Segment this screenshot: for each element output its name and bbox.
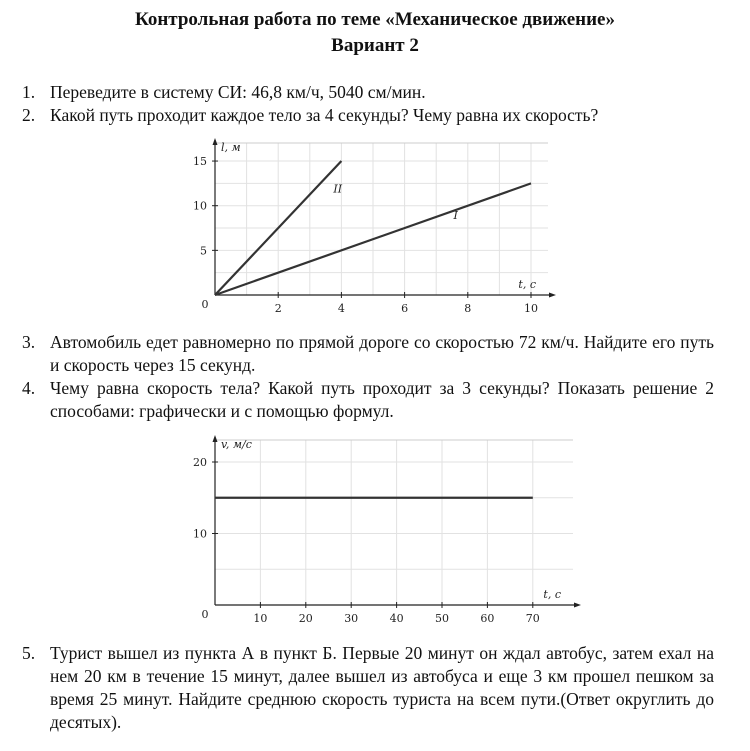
x-tick-label: 60 (480, 612, 495, 625)
x-tick-label: 6 (401, 302, 409, 315)
task-5 (22, 642, 714, 734)
x-axis-arrow-icon (574, 603, 581, 608)
series-label-II: II (333, 182, 343, 196)
y-tick-label: 15 (193, 155, 207, 169)
task-number: 1. (22, 82, 36, 102)
document-title: Контрольная работа по теме «Механическое движение» (135, 9, 615, 30)
y-axis-label: v, м/с (221, 438, 252, 451)
task-number: 2. (22, 105, 36, 125)
series-label-I: I (453, 209, 458, 223)
x-tick-label: 8 (464, 302, 472, 315)
task-text: Турист вышел из пункта А в пункт Б. Первые 20 минут он ждал автобус, затем ехал на нем 20 км в течение 15 минут, далее вышел из автобуса и еще 3 км прошел пешком за время 25 минут. Найдите среднюю скорость туриста на всем пути.(Ответ округлить до десятых). (50, 643, 714, 732)
y-axis-label: l, м (221, 141, 241, 154)
task-number: 3. (22, 332, 36, 352)
task-number: 4. (22, 378, 36, 398)
y-axis-arrow-icon (213, 435, 218, 442)
x-tick-label: 2 (274, 302, 282, 315)
y-tick-label: 5 (200, 244, 207, 258)
task-text: Чему равна скорость тела? Какой путь проходит за 3 секунды? Показать решение 2 способами: графически и с помощью формул. (50, 378, 714, 421)
x-tick-label: 50 (435, 612, 449, 625)
x-tick-label: 70 (525, 612, 540, 625)
x-axis-label: t, с (518, 278, 536, 291)
y-tick-label: 20 (193, 456, 207, 469)
task-number: 5. (22, 643, 36, 663)
x-tick-label: 4 (337, 302, 345, 315)
x-tick-label: 20 (298, 612, 313, 625)
x-axis-label: t, с (543, 588, 561, 601)
task-text: Автомобиль едет равномерно по прямой дороге со скоростью 72 км/ч. Найдите его путь и скорость через 15 секунд. (50, 332, 714, 375)
x-tick-label: 30 (344, 612, 359, 625)
x-tick-label: 10 (524, 302, 538, 315)
x-tick-label: 40 (389, 612, 404, 625)
task-text: Какой путь проходит каждое тело за 4 секунды? Чему равна их скорость? (50, 105, 599, 125)
origin-label: 0 (201, 608, 209, 621)
variant-label: Вариант 2 (331, 35, 419, 56)
origin-label: 0 (201, 298, 209, 311)
task-text: Переведите в систему СИ: 46,8 км/ч, 5040 см/мин. (50, 82, 426, 102)
y-tick-label: 10 (193, 527, 207, 541)
x-tick-label: 10 (253, 612, 268, 625)
y-tick-label: 10 (193, 199, 207, 213)
